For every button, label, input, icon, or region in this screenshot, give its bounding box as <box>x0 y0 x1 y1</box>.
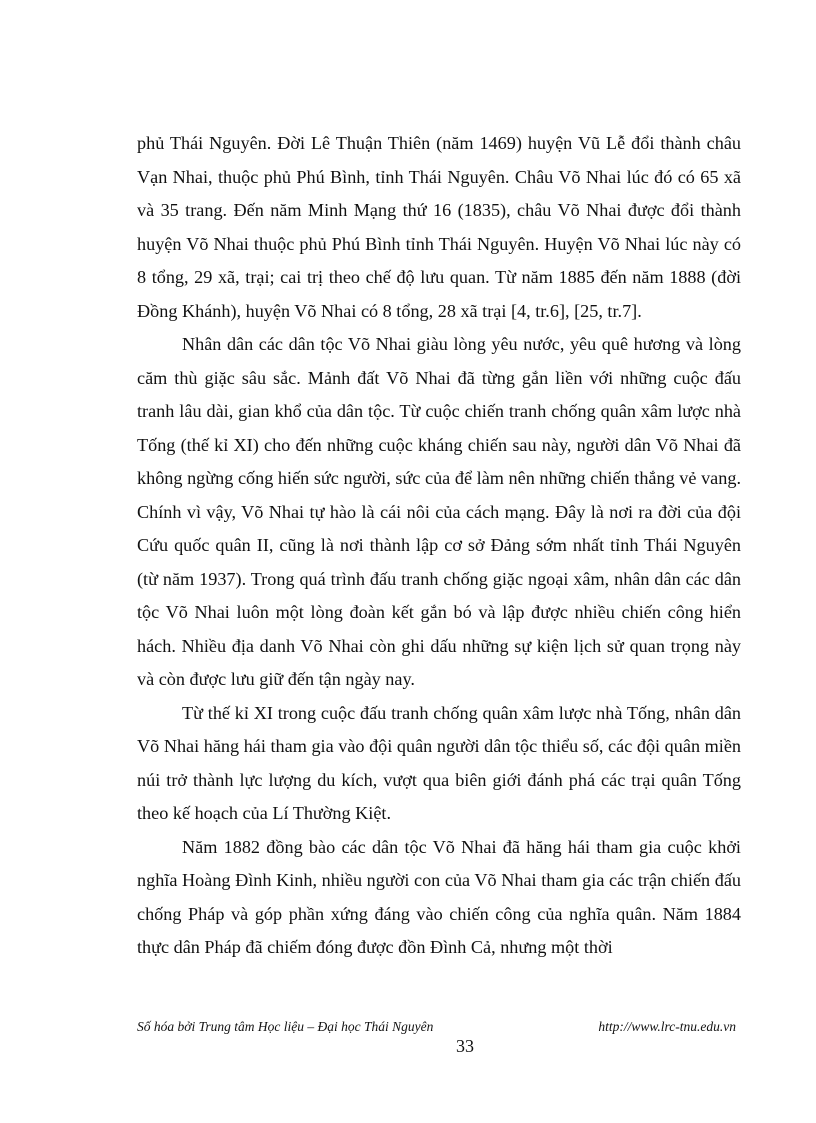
footer-source: Số hóa bởi Trung tâm Học liệu – Đại học Thái Nguyên <box>137 1019 434 1034</box>
body-text <box>137 127 741 965</box>
page-number: 33 <box>456 1036 474 1056</box>
paragraph-1: phủ Thái Nguyên. Đời Lê Thuận Thiên (năm 1469) huyện Vũ Lễ đổi thành châu Vạn Nhai, thuộc phủ Phú Bình, tỉnh Thái Nguyên. Châu Võ Nhai lúc đó có 65 xã và 35 trang. Đến năm Minh Mạng thứ 16 (1835), châu Võ Nhai được đổi thành huyện Võ Nhai thuộc phủ Phú Bình tỉnh Thái Nguyên. Huyện Võ Nhai lúc này có 8 tổng, 29 xã, trại; cai trị theo chế độ lưu quan. Từ năm 1885 đến năm 1888 (đời Đồng Khánh), huyện Võ Nhai có 8 tổng, 28 xã trại [4, tr.6], [25, tr.7]. <box>137 133 741 321</box>
paragraph-2: Nhân dân các dân tộc Võ Nhai giàu lòng yêu nước, yêu quê hương và lòng căm thù giặc sâu sắc. Mảnh đất Võ Nhai đã từng gắn liền với những cuộc đấu tranh lâu dài, gian khổ của dân tộc. Từ cuộc chiến tranh chống quân xâm lược nhà Tống (thế kỉ XI) cho đến những cuộc kháng chiến sau này, người dân Võ Nhai đã không ngừng cống hiến sức người, sức của để làm nên những chiến thắng vẻ vang. Chính vì vậy, Võ Nhai tự hào là cái nôi của cách mạng. Đây là nơi ra đời của đội Cứu quốc quân II, cũng là nơi thành lập cơ sở Đảng sớm nhất tỉnh Thái Nguyên (từ năm 1937). Trong quá trình đấu tranh chống giặc ngoại xâm, nhân dân các dân tộc Võ Nhai luôn một lòng đoàn kết gắn bó và lập được nhiều chiến công hiển hách. Nhiều địa danh Võ Nhai còn ghi dấu những sự kiện lịch sử quan trọng này và còn được lưu giữ đến tận ngày nay. <box>137 334 741 689</box>
footer-url: http://www.lrc-tnu.edu.vn <box>598 1019 736 1034</box>
paragraph-3: Từ thế kỉ XI trong cuộc đấu tranh chống quân xâm lược nhà Tống, nhân dân Võ Nhai hăng hái tham gia vào đội quân người dân tộc thiểu số, các đội quân miền núi trở thành lực lượng du kích, vượt qua biên giới đánh phá các trại quân Tống theo kế hoạch của Lí Thường Kiệt. <box>137 702 741 823</box>
paragraph-4: Năm 1882 đồng bào các dân tộc Võ Nhai đã hăng hái tham gia cuộc khởi nghĩa Hoàng Đình Kinh, nhiều người con của Võ Nhai tham gia các trận chiến đấu chống Pháp và góp phần xứng đáng vào chiến công của nghĩa quân. Năm 1884 thực dân Pháp đã chiếm đóng được đồn Đình Cả, nhưng một thời <box>137 836 741 957</box>
